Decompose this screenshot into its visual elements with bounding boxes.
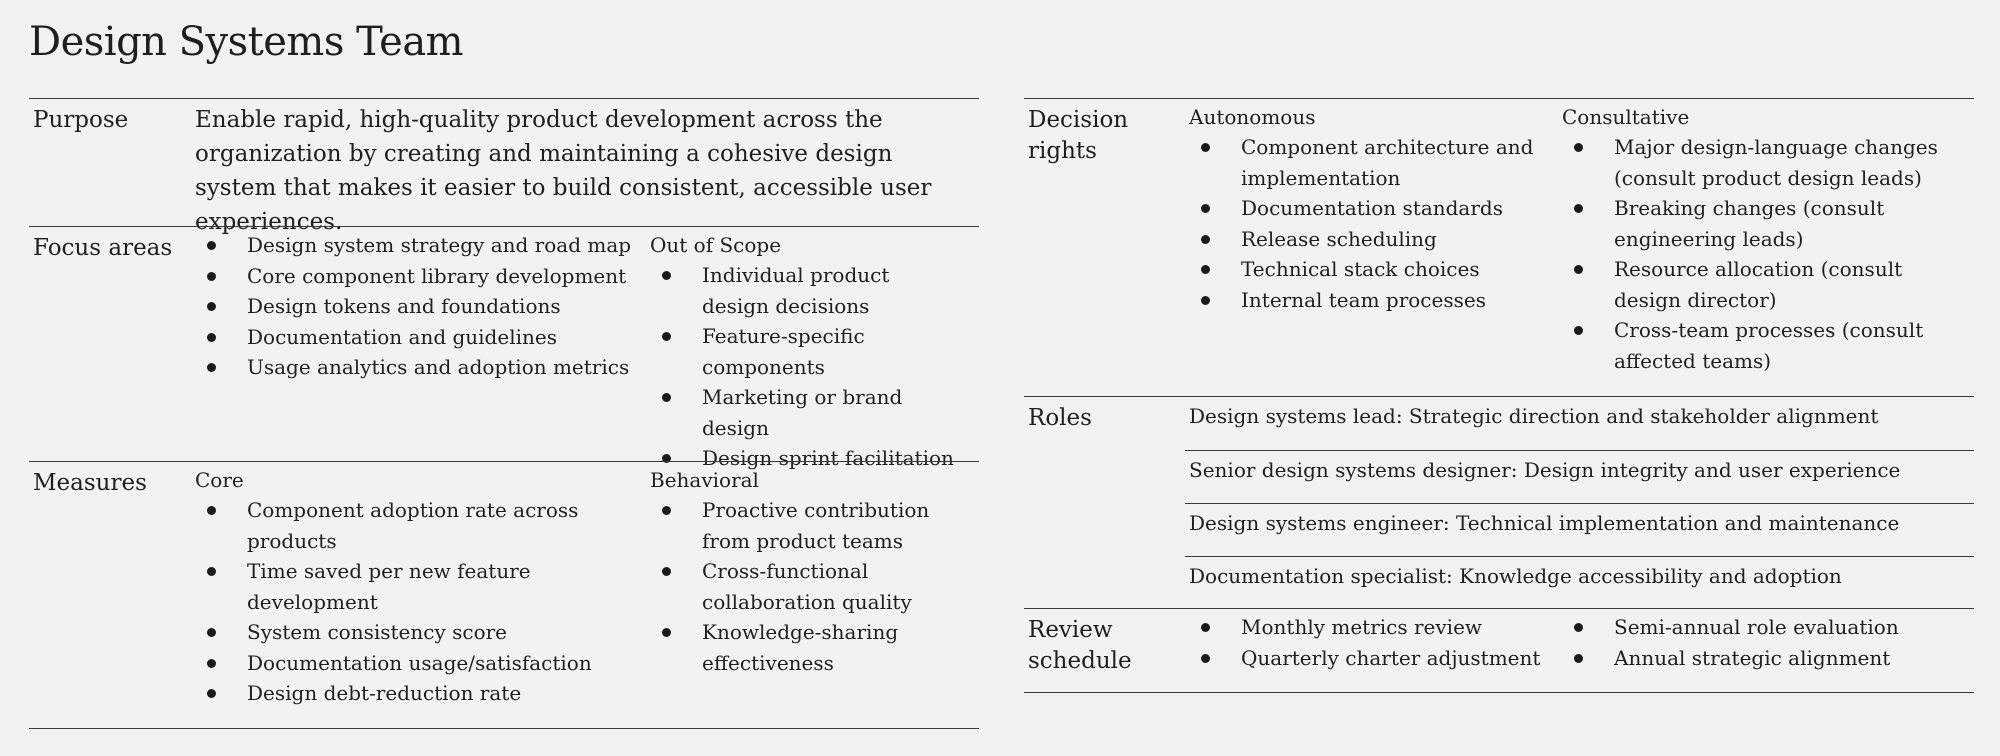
role-text: Design systems lead: Strategic direction and stakeholder alignment xyxy=(1189,404,1879,428)
autonomous-heading: Autonomous xyxy=(1189,105,1316,129)
list-item: Resource allocation (consult design director) xyxy=(1562,254,1952,315)
list-item: Annual strategic alignment xyxy=(1562,643,1952,674)
list-item: Monthly metrics review xyxy=(1189,612,1549,643)
list-item: Knowledge-sharing effectiveness xyxy=(650,617,940,678)
role-text: Design systems engineer: Technical implementation and maintenance xyxy=(1189,511,1900,535)
list-item: Cross-team processes (consult affected teams) xyxy=(1562,315,1952,376)
list-item: Time saved per new feature development xyxy=(195,556,595,617)
core-measures-list xyxy=(195,495,595,709)
out-of-scope-heading: Out of Scope xyxy=(650,233,782,257)
list-item: Breaking changes (consult engineering leads) xyxy=(1562,193,1952,254)
role-row xyxy=(1185,556,1974,609)
behavioral-measures-list xyxy=(650,495,940,678)
list-item: Release scheduling xyxy=(1189,224,1534,255)
decision-rights-section xyxy=(1024,98,1974,396)
list-item: Internal team processes xyxy=(1189,285,1534,316)
list-item: Documentation usage/satisfaction xyxy=(195,648,595,679)
page-title: Design Systems Team xyxy=(29,19,464,65)
behavioral-heading: Behavioral xyxy=(650,468,759,492)
right-column xyxy=(1024,98,1974,693)
list-item: Core component library development xyxy=(195,261,635,292)
role-text: Senior design systems designer: Design integrity and user experience xyxy=(1189,458,1901,482)
role-row xyxy=(1185,397,1974,450)
list-item: Component architecture and implementation xyxy=(1189,132,1534,193)
role-row xyxy=(1185,450,1974,503)
list-item: Design debt-reduction rate xyxy=(195,678,595,709)
list-item: Semi-annual role evaluation xyxy=(1562,612,1952,643)
list-item: Design sprint facilitation xyxy=(650,443,960,474)
purpose-section xyxy=(29,98,979,235)
consultative-heading: Consultative xyxy=(1562,105,1690,129)
role-row xyxy=(1185,503,1974,556)
list-item: Documentation and guidelines xyxy=(195,322,635,353)
list-item: Major design-language changes (consult product design leads) xyxy=(1562,132,1952,193)
list-item: System consistency score xyxy=(195,617,595,648)
list-item: Quarterly charter adjustment xyxy=(1189,643,1549,674)
focus-areas-label: Focus areas xyxy=(33,235,173,261)
purpose-text: Enable rapid, high-quality product development across the organization by creating and maintaining a cohesive design system that makes it easier to build consistent, accessible user experiences. xyxy=(195,107,932,235)
role-text: Documentation specialist: Knowledge accessibility and adoption xyxy=(1189,564,1842,588)
review-schedule-list-left xyxy=(1189,612,1549,673)
list-item: Documentation standards xyxy=(1189,193,1534,224)
roles-label: Roles xyxy=(1028,405,1092,431)
review-schedule-label: Review schedule xyxy=(1028,617,1132,674)
list-item: Design tokens and foundations xyxy=(195,291,635,322)
consultative-list xyxy=(1562,132,1952,376)
focus-areas-section xyxy=(29,226,979,470)
list-item: Proactive contribution from product teams xyxy=(650,495,940,556)
out-of-scope-list xyxy=(650,260,960,474)
purpose-label: Purpose xyxy=(33,107,129,133)
list-item: Technical stack choices xyxy=(1189,254,1534,285)
list-item: Individual product design decisions xyxy=(650,260,960,321)
measures-label: Measures xyxy=(33,470,147,496)
decision-rights-label: Decision rights xyxy=(1028,107,1129,164)
list-item: Component adoption rate across products xyxy=(195,495,595,556)
autonomous-list xyxy=(1189,132,1534,315)
list-item: Design system strategy and road map xyxy=(195,230,635,261)
measures-section xyxy=(29,461,979,729)
core-heading: Core xyxy=(195,468,244,492)
list-item: Feature-specific components xyxy=(650,321,960,382)
focus-areas-list xyxy=(195,230,635,383)
review-schedule-list-right xyxy=(1562,612,1952,673)
roles-section xyxy=(1024,396,1974,608)
list-item: Usage analytics and adoption metrics xyxy=(195,352,635,383)
left-column xyxy=(29,98,979,729)
list-item: Cross-functional collaboration quality xyxy=(650,556,940,617)
review-schedule-section xyxy=(1024,608,1974,693)
list-item: Marketing or brand design xyxy=(650,382,960,443)
